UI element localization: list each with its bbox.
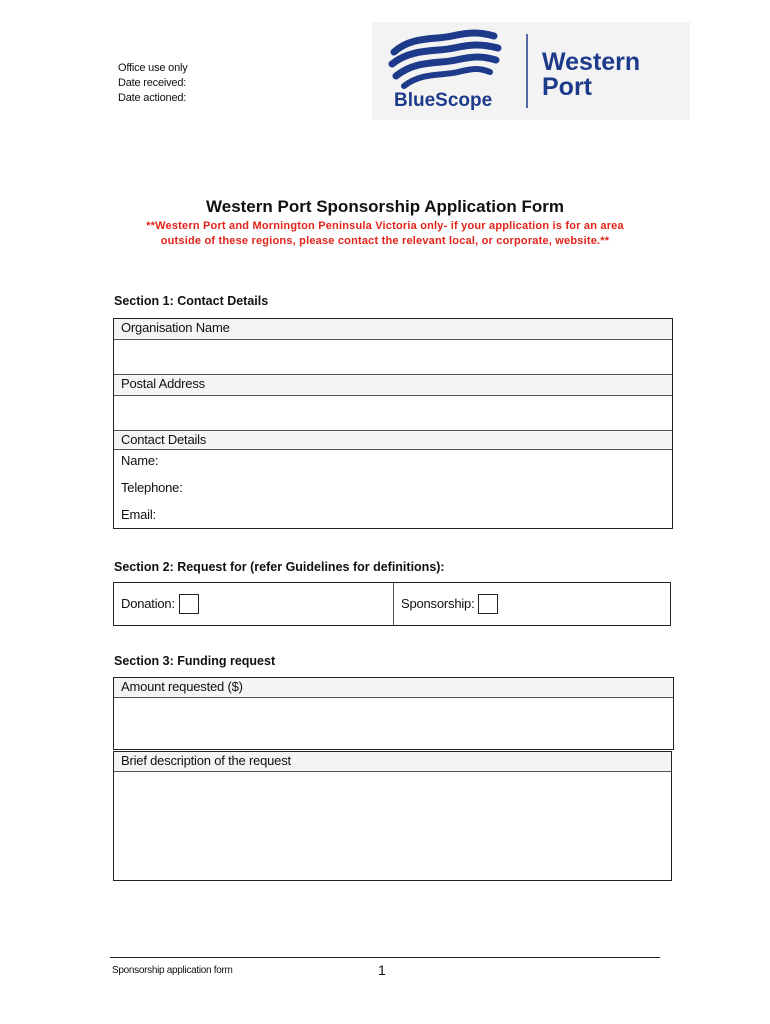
sponsorship-label: Sponsorship:: [401, 596, 475, 611]
section2-heading: Section 2: Request for (refer Guidelines for definitions):: [114, 560, 445, 574]
contact-details-field[interactable]: [114, 450, 672, 530]
contact-details-table: [113, 318, 673, 529]
donation-label: Donation:: [121, 596, 175, 611]
donation-checkbox[interactable]: [179, 594, 199, 614]
date-received-label: Date received:: [118, 77, 187, 89]
brand-name: BlueScope: [394, 90, 493, 111]
postal-address-label: Postal Address: [114, 375, 672, 396]
postal-address-field[interactable]: [114, 396, 672, 431]
office-use-block: [118, 61, 188, 106]
description-label: Brief description of the request: [114, 752, 671, 772]
telephone-label: Telephone:: [121, 480, 183, 495]
bluescope-western-port-logo: [372, 22, 690, 120]
name-label: Name:: [121, 453, 159, 468]
form-title: Western Port Sponsorship Application Form: [206, 197, 564, 216]
description-field[interactable]: [114, 772, 671, 880]
region-notice-line2: outside of these regions, please contact the relevant local, or corporate, website.**: [160, 235, 610, 247]
section1-heading: Section 1: Contact Details: [114, 294, 269, 308]
amount-table: [113, 677, 674, 750]
description-table: [113, 751, 672, 881]
contact-details-label: Contact Details: [114, 431, 672, 450]
sponsorship-cell: [394, 583, 670, 625]
region-notice: [100, 219, 670, 249]
org-name-label: Organisation Name: [114, 319, 672, 340]
date-actioned-label: Date actioned:: [118, 92, 187, 104]
amount-requested-field[interactable]: [114, 698, 673, 750]
org-name-field[interactable]: [114, 340, 672, 375]
office-use-label: Office use only: [118, 62, 188, 74]
footer-divider: [110, 957, 660, 958]
footer-doc-name: Sponsorship application form: [112, 965, 233, 976]
footer-page-number: 1: [378, 962, 386, 978]
region-notice-line1: **Western Port and Mornington Peninsula Victoria only- if your application is for an area: [146, 220, 624, 232]
site-name-line1: Western: [542, 48, 641, 76]
section3-heading: Section 3: Funding request: [114, 654, 276, 668]
email-label: Email:: [121, 507, 156, 522]
amount-requested-label: Amount requested ($): [114, 678, 673, 698]
donation-cell: [114, 583, 394, 625]
request-type-table: [113, 582, 671, 626]
bluescope-wave-icon: [372, 22, 690, 120]
sponsorship-checkbox[interactable]: [478, 594, 498, 614]
site-name-line2: Port: [542, 73, 592, 101]
